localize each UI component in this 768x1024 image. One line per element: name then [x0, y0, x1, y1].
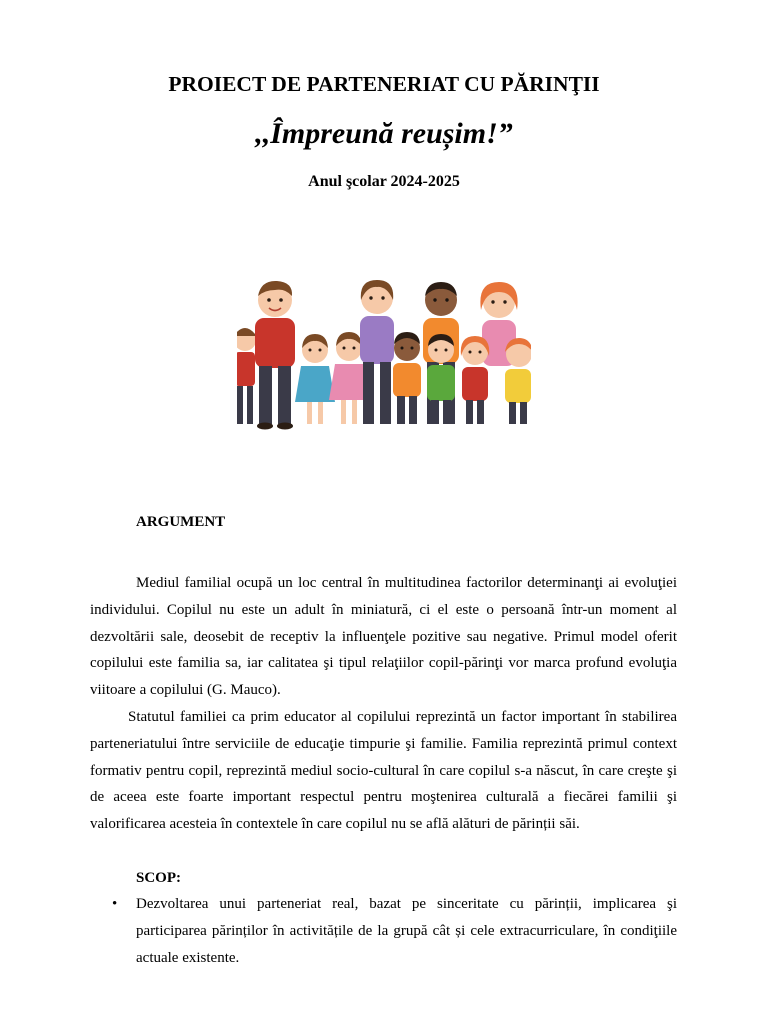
- argument-heading: ARGUMENT: [136, 514, 226, 530]
- school-year: Anul şcolar 2024-2025: [308, 173, 460, 190]
- man-red-shirt-icon: [255, 281, 295, 430]
- bullet-icon: •: [112, 896, 118, 912]
- argument-paragraph-2: Statutul familiei ca prim educator al copilului reprezintă un factor important în stabilirea parteneriatului între serviciile de educaţie timpurie şi familie. Familia reprezintă primul context formativ pentru copil, reprezintă mediul socio-cultural în care copilul s-a născut, în care creşte şi de aceea este foarte important respectul pentru moştenirea culturală a fiecărei familii şi valorificarea acesteia în contextele în care copilul nu se află alături de părinții săi.: [90, 709, 677, 833]
- argument-paragraph-1: Mediul familial ocupă un loc central în multitudinea factorilor determinanţi ai evoluţiei individului. Copilul nu este un adult în miniatură, ci el este o persoană într-un moment al dezvoltării sale, deosebit de receptiv la influenţele pozitive sau negative. Primul model oferit copilului este familia sa, iar calitatea şi tipul relaţiilor copil-părinţi vor marca profund evoluţia viitoare a copilului (G. Mauco).: [90, 575, 677, 699]
- scop-heading: SCOP:: [136, 870, 181, 886]
- family-group-illustration-icon: [237, 270, 531, 432]
- boy-green-shirt-icon: [427, 334, 455, 424]
- list-item: [90, 891, 677, 971]
- girl-blue-dress-icon: [295, 334, 335, 424]
- child-yellow-shirt-icon: [505, 338, 531, 424]
- child-figure-left-icon: [237, 328, 256, 424]
- scop-item-text: Dezvoltarea unui parteneriat real, bazat pe sinceritate cu părinții, implicarea şi participarea părinților în activitățile de la grupă cât și cele extracurriculare, în condiţiile actuale existente.: [136, 896, 677, 966]
- girl-orange-hair-icon: [461, 336, 489, 424]
- woman-purple-top-icon: [360, 280, 394, 424]
- boy-orange-shirt-icon: [393, 332, 421, 424]
- scop-list: [90, 891, 677, 971]
- document-title: PROIECT DE PARTENERIAT CU PĂRINŢII: [168, 72, 600, 96]
- project-slogan: ,,Împreună reușim!”: [255, 117, 513, 150]
